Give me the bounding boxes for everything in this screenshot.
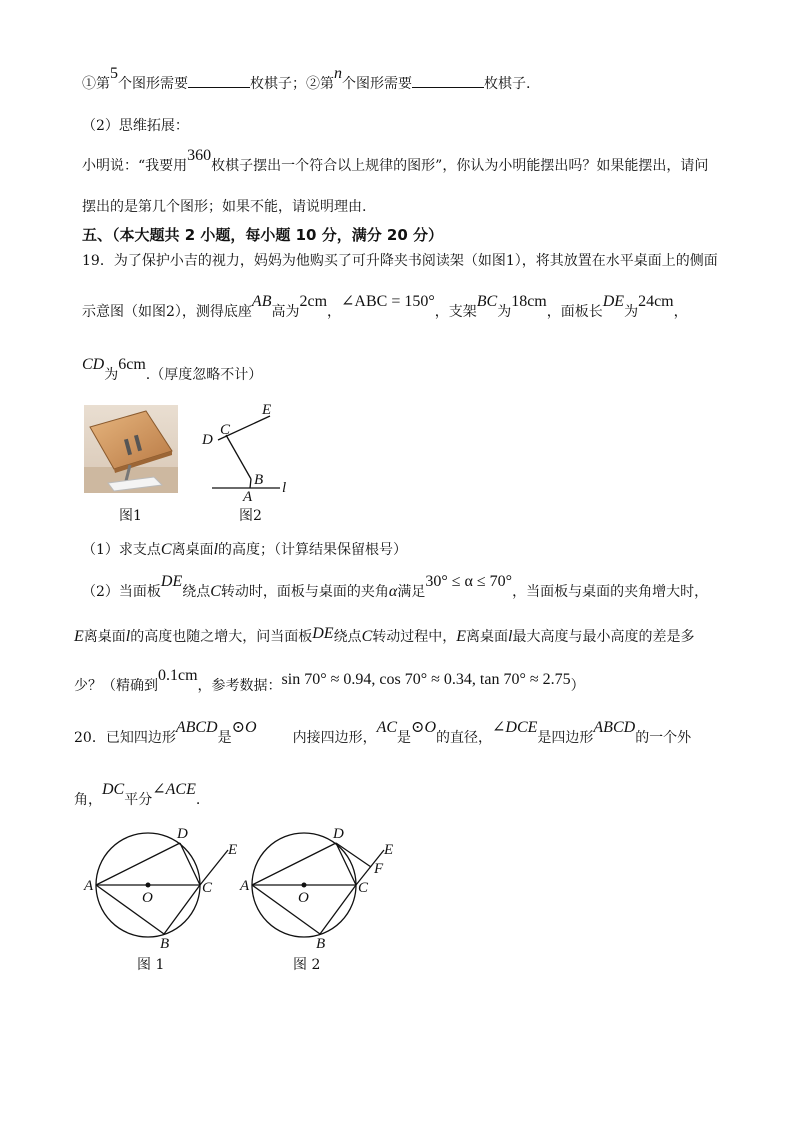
think-title: （2）思维拓展：	[82, 118, 189, 134]
fig1-label-B: B	[160, 936, 170, 952]
fig2-label-C: C	[358, 880, 369, 896]
fig1-label-E: E	[228, 842, 238, 858]
fig1-label-A: A	[84, 878, 94, 894]
q20-line1: 20．已知四边形ABCD是⊙O内接四边形，AC是⊙O的直径，∠DCE是四边形ABCD的一个外	[74, 719, 692, 746]
think-line2: 摆出的是第几个图形；如果不能，请说明理由.	[82, 199, 367, 215]
fig2-label-F: F	[374, 861, 384, 877]
section-five-title: 五、（本大题共 2 小题，每小题 10 分，满分 20 分）	[82, 226, 444, 244]
q20-figure2-caption: 图 2	[293, 957, 321, 973]
fig2-label-B: B	[254, 472, 264, 488]
fig1-label-O: O	[142, 890, 153, 906]
q19-figure1-caption: 图1	[119, 508, 142, 524]
fig2-label-D: D	[333, 826, 344, 842]
q19-sub1: （1）求支点C离桌面l的高度；（计算结果保留根号）	[82, 541, 408, 558]
q19-line3: CD为6cm.（厚度忽略不计）	[82, 356, 263, 383]
fig2-label-A: A	[243, 489, 253, 504]
fig2-label-O: O	[298, 890, 309, 906]
q19-figure1-photo	[84, 405, 178, 493]
q20-figure1-caption: 图 1	[137, 957, 165, 973]
fig2-label-A: A	[240, 878, 250, 894]
q19-sub2-line2: E离桌面l的高度也随之增大，问当面板DE绕点C转动过程中，E离桌面l最大高度与最小高度的差是多	[74, 625, 695, 645]
q19-figure2-diagram	[198, 400, 298, 504]
answer-blank-1[interactable]	[188, 73, 250, 88]
fig1-label-D: D	[177, 826, 188, 842]
q19-figure2-caption: 图2	[239, 508, 262, 524]
fig2-label-D: D	[202, 432, 213, 448]
answer-blank-2[interactable]	[412, 73, 484, 88]
fig2-label-C: C	[220, 422, 231, 438]
q20-figure1	[82, 820, 252, 960]
q20-line2: 角，DC平分∠ACE.	[74, 781, 201, 808]
fig1-label-C: C	[202, 880, 213, 896]
fig2-label-l: l	[282, 480, 287, 496]
q18-line1: ①第5个图形需要 枚棋子；②第n个图形需要 枚棋子.	[82, 65, 531, 92]
q19-sub2-line1: （2）当面板DE绕点C转动时，面板与桌面的夹角α满足30° ≤ α ≤ 70°，当面板与桌面的夹角增大时，	[82, 573, 709, 600]
think-line1: 小明说：“我要用360枚棋子摆出一个符合以上规律的图形”，你认为小明能摆出吗？如果能摆出，请问	[82, 147, 709, 174]
fig2-label-E: E	[262, 402, 272, 418]
q19-line1: 19．为了保护小吉的视力，妈妈为他购买了可升降夹书阅读架（如图1），将其放置在水平桌面上的侧面	[82, 253, 718, 269]
fig2-label-B: B	[316, 936, 326, 952]
q20-figure2	[238, 820, 408, 960]
fig2-label-E: E	[384, 842, 394, 858]
q19-line2: 示意图（如图2），测得底座AB高为2cm，∠ABC = 150°，支架BC为18cm，面板长DE为24cm，	[82, 293, 688, 320]
q19-sub2-line3: 少？（精确到0.1cm，参考数据：sin 70° ≈ 0.94, cos 70° ≈ 0.34, tan 70° ≈ 2.75）	[74, 667, 585, 694]
